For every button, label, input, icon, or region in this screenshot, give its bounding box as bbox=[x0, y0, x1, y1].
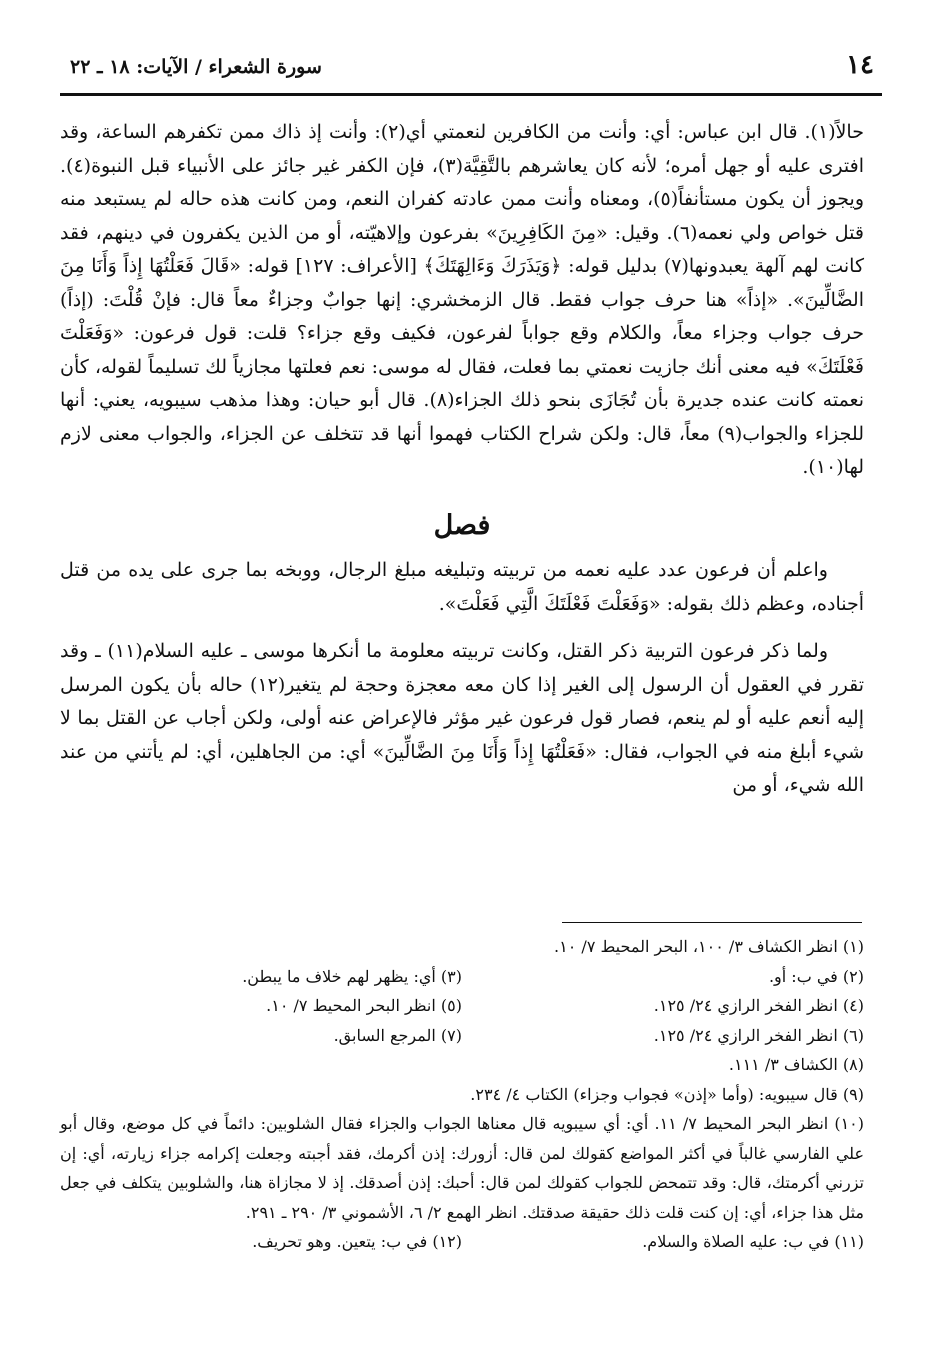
footnote-row bbox=[60, 1021, 864, 1051]
footnote-7: (٧) المرجع السابق. bbox=[333, 1025, 462, 1045]
running-title: سورة الشعراء / الآيات: ١٨ ـ ٢٢ bbox=[70, 56, 322, 78]
footnote-11: (١١) في ب: عليه الصلاة والسلام. bbox=[642, 1232, 864, 1251]
footnote-row bbox=[60, 1227, 864, 1257]
main-text bbox=[60, 116, 864, 803]
footnotes bbox=[60, 932, 864, 1257]
footnote-row bbox=[60, 962, 864, 992]
header-rule bbox=[60, 93, 882, 96]
book-page bbox=[40, 40, 892, 1340]
paragraph-1: حالاً(١). قال ابن عباس: أي: وأنت من الكافرين لنعمتي أي(٢): وأنت إذ ذاك ممن تكفرهم الساعة، وقد افترى عليه أو جهل أمره؛ لأنه كان يعاشرهم بالتَّقِيَّة(٣)، فإن الكفر غير جائز على الأنبياء قبل النبوة(٤). ويجوز أن يكون مستأنفاً(٥)، ومعناه وأنت ممن عادته كفران النعم، ومن كانت هذه حاله لم يستبعد منه قتل خواص ولي نعمه(٦). وقيل: «مِنَ الكَافِرِينَ» بفرعون وإلاهيّته، أو من الذين يكفرون في دينهم، فقد كانت لهم آلهة يعبدونها(٧) بدليل قوله: ﴿وَيَذَرَكَ وَءَالِهَتَكَ﴾ [الأعراف: ١٢٧] قوله: «قَالَ فَعَلْتُهَا إِذاً وَأَنَا مِنَ الضَّالِّينَ». «إذاً» هنا حرف جواب فقط. قال الزمخشري: إنها جوابٌ وجزاءٌ معاً قال: فإنْ قُلْتَ: (إذاً) حرف جواب وجزاء معاً، والكلام وقع جواباً لفرعون، فكيف وقع جزاء؟ قلت: قول فرعون: «وَفَعَلْتَ فَعْلَتَكَ» فيه معنى أنك جازيت نعمتي بما فعلت، فقال له موسى: نعم فعلتها مجازياً لك تسليماً لقوله، كأن نعمته كانت عنده جديرة بأن تُجَازَى بنحو ذلك الجزاء(٨). قال أبو حيان: وهذا مذهب سيبويه، يعني: أنها للجزاء والجواب(٩) معاً، قال: ولكن شراح الكتاب فهموا أنها قد تتخلف عن الجزاء، والجواب معنى لازم لها(١٠). bbox=[60, 121, 865, 478]
paragraph-3: ولما ذكر فرعون التربية ذكر القتل، وكانت تربيته معلومة ما أنكرها موسى ـ عليه السلام(١١) ـ وقد تقرر في العقول أن الرسول إلى الغير إذا كان معه معجزة وحجة لم يتغير(١٢) حاله بأن يكون المرسل إليه أنعم عليه أو لم ينعم، فصار قول فرعون غير مؤثر فالإعراض عنه أولى، ولكن أجاب عن القتل بما لا شيء أبلغ منه في الجواب، فقال: «فَعَلْتُهَا إِذاً وَأَنَا مِنَ الضَّالِّينَ» أي: من الجاهلين، أي: لم يأتني من عند الله شيء، أو من bbox=[60, 640, 864, 796]
footnote-5: (٥) انظر البحر المحيط ٧/ ١٠. bbox=[266, 996, 462, 1015]
footnote-row bbox=[60, 991, 864, 1021]
footnote-2: (٢) في ب: أو. bbox=[768, 966, 864, 986]
footnote-12: (١٢) في ب: يتعين. وهو تحريف. bbox=[252, 1232, 462, 1251]
footnote-9: (٩) قال سيبويه: (وأما «إذن» فجواب وجزاء) الكتاب ٤/ ٢٣٤. bbox=[470, 1084, 864, 1104]
footnote-separator bbox=[562, 922, 862, 923]
footnote-8: (٨) الكشاف ٣/ ١١١. bbox=[728, 1055, 864, 1074]
footnote-1: (١) انظر الكشاف ٣/ ١٠٠، البحر المحيط ٧/ ١٠. bbox=[554, 937, 864, 956]
section-title: فصل bbox=[433, 509, 491, 541]
page-number: ١٤ bbox=[846, 50, 874, 80]
page-header bbox=[60, 48, 882, 92]
footnote-6: (٦) انظر الفخر الرازي ٢٤/ ١٢٥. bbox=[653, 1025, 864, 1045]
paragraph-2: واعلم أن فرعون عدد عليه نعمه من تربيته وتبليغه مبلغ الرجال، ووبخه بما جرى على يده من قتل أجناده، وعظم ذلك بقوله: «وَفَعَلْتَ فَعْلَتَكَ الَّتِي فَعَلْتَ». bbox=[60, 559, 864, 615]
footnote-10: (١٠) انظر البحر المحيط ٧/ ١١. أي: أي سيبويه قال معناها الجواب والجزاء فقال الشلوبين: دائماً في كل موضع، وقال أبو علي الفارسي غالباً في أكثر المواضع كقولك لمن قال: أزورك: إذن أكرمك، فقد أجبته وجعلت إكرامه جزاء زيارته، أي: إن تزرني أكرمتك، قال: وقد تتمحض للجواب كقولك لمن قال: أحبك: إذن أصدقك. إذ لا مجازاة هنا، والشلوبين يتكلف في جعل مثل هذا جزاء، أي: إن كنت قلت ذلك حقيقة صدقتك. انظر الهمع ٢/ ٦، الأشموني ٣/ ٢٩٠ ـ ٢٩١. bbox=[60, 1114, 865, 1222]
footnote-3: (٣) أي: يظهر لهم خلاف ما يبطن. bbox=[242, 966, 462, 986]
footnote-4: (٤) انظر الفخر الرازي ٢٤/ ١٢٥. bbox=[653, 996, 864, 1015]
